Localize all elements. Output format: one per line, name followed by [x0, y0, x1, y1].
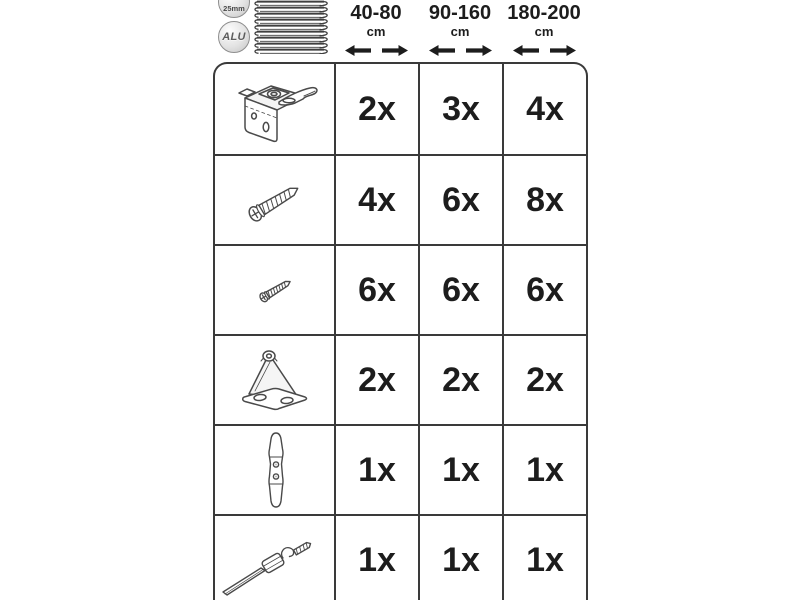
table-row — [215, 244, 586, 334]
quantity-cell: 3x — [418, 64, 502, 154]
table-row — [215, 424, 586, 514]
hold-down-bracket-icon — [215, 336, 334, 424]
size-range-label: 90-160 — [428, 2, 492, 24]
mounting-bracket-icon — [215, 65, 334, 153]
unit-label: cm — [366, 24, 386, 39]
width-arrows — [345, 45, 408, 56]
part-icon-cell — [215, 246, 334, 334]
arrow-right-icon — [382, 45, 408, 56]
parts-table — [213, 62, 588, 600]
venetian-blind-slats-icon — [250, 0, 332, 54]
quantity-cell: 2x — [334, 64, 418, 154]
table-row — [215, 64, 586, 154]
quantity-cell: 6x — [334, 246, 418, 334]
quantity-cell: 6x — [418, 156, 502, 244]
quantity-cell: 1x — [502, 426, 586, 514]
material-badge — [218, 21, 250, 53]
part-icon-cell — [215, 426, 334, 514]
quantity-cell: 2x — [502, 336, 586, 424]
screw-small-icon — [215, 246, 334, 334]
table-row — [215, 514, 586, 600]
quantity-cell: 1x — [418, 426, 502, 514]
width-arrows — [429, 45, 492, 56]
quantity-cell: 1x — [334, 426, 418, 514]
arrow-right-icon — [466, 45, 492, 56]
part-icon-cell — [215, 336, 334, 424]
part-icon-cell — [215, 64, 334, 154]
quantity-cell: 1x — [502, 516, 586, 600]
arrow-left-icon — [429, 45, 455, 56]
part-icon-cell — [215, 156, 334, 244]
material-label: ALU — [222, 31, 246, 43]
width-arrows — [513, 45, 576, 56]
quantity-cell: 6x — [502, 246, 586, 334]
size-range-label: 180-200 — [507, 2, 581, 24]
unit-label: cm — [450, 24, 470, 39]
slat-size-badge — [218, 0, 250, 18]
arrow-left-icon — [513, 45, 539, 56]
part-icon-cell — [215, 516, 334, 600]
column-header-180-200 — [502, 3, 586, 59]
quantity-cell: 4x — [334, 156, 418, 244]
arrow-left-icon — [345, 45, 371, 56]
quantity-cell: 2x — [334, 336, 418, 424]
quantity-cell: 8x — [502, 156, 586, 244]
slat-size-label: 25mm — [223, 3, 245, 13]
quantity-cell: 2x — [418, 336, 502, 424]
quantity-cell: 6x — [418, 246, 502, 334]
screw-large-icon — [215, 156, 334, 244]
arrow-right-icon — [550, 45, 576, 56]
table-row — [215, 334, 586, 424]
column-header-40-80 — [334, 3, 418, 59]
quantity-cell: 4x — [502, 64, 586, 154]
cord-cleat-icon — [215, 426, 334, 514]
quantity-cell: 1x — [334, 516, 418, 600]
quantity-cell: 1x — [418, 516, 502, 600]
size-range-label: 40-80 — [350, 2, 402, 24]
tilt-wand-icon — [215, 516, 334, 600]
column-header-90-160 — [418, 3, 502, 59]
table-row — [215, 154, 586, 244]
unit-label: cm — [534, 24, 554, 39]
